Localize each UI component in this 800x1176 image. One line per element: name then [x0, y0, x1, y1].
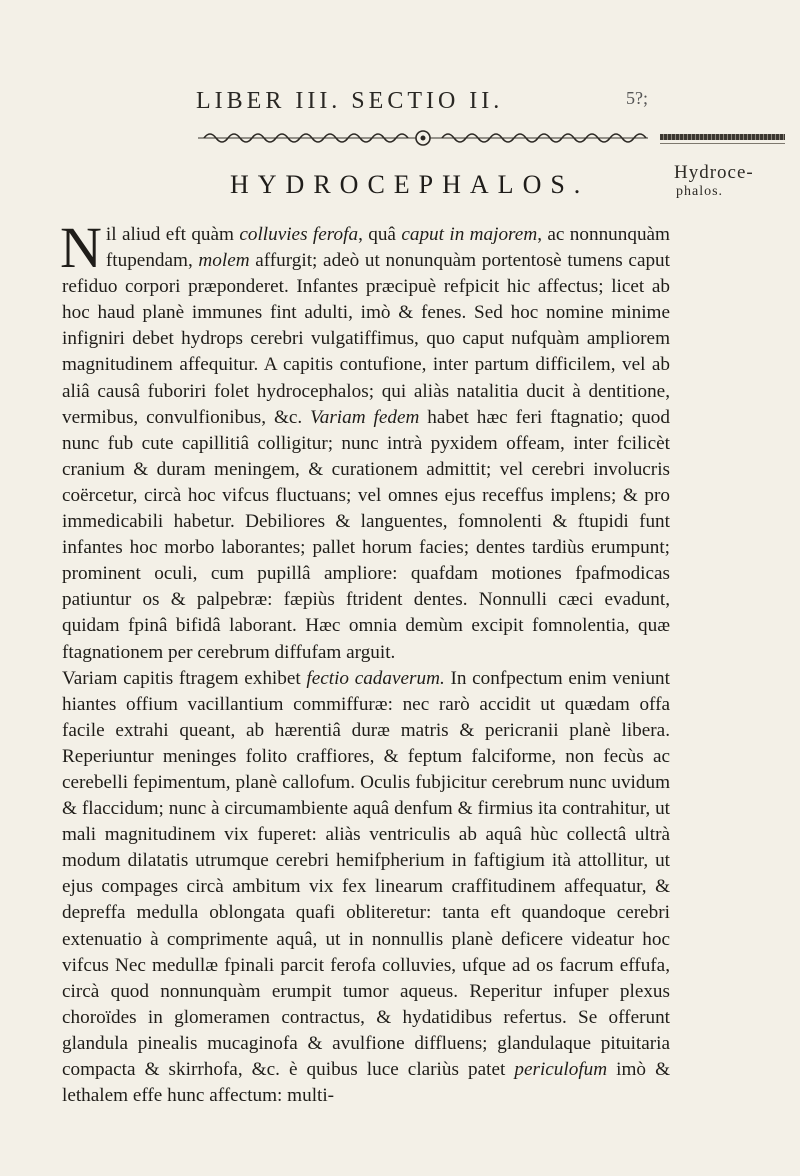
marginal-note [674, 162, 798, 200]
marginal-note-line-1: Hydroce- [674, 162, 754, 183]
decorative-ornament-band [198, 128, 648, 148]
margin-rule-thin [660, 143, 785, 144]
text-run: , quâ [358, 224, 402, 245]
drop-cap: N [60, 215, 102, 280]
italic-phrase: caput in majorem [401, 224, 538, 245]
paragraph-2 [62, 666, 670, 1110]
marginal-note-line-2: phalos. [676, 184, 724, 199]
text-run: il aliud eft quàm [105, 224, 240, 245]
page-number: 5?; [626, 88, 648, 108]
italic-phrase: fectio cadaverum. [306, 667, 445, 689]
italic-phrase: colluvies ferofa [239, 224, 359, 245]
running-head: LIBER III. SECTIO II. [196, 88, 504, 114]
text-run: affurgit; adeò ut nonunquàm portentosè tumens caput refiduo corpori præponderet. Infantes præcipuè refpicit hic affectus; licet ab hoc haud planè immunes fint adulti, imò & fenes. Sed hoc nomine minime infigniri debet hydrops cerebri vulgatiffimus, quo caput nufquàm ampliorem magnitudinem affequitur. A capitis contufione, inter partum difficilem, vel ab aliâ causâ fuboriri folet hydrocephalos; qui aliàs natalitia ducit à dentitione, vermibus, convulfionibus, &c. [62, 250, 670, 428]
article-title: HYDROCEPHALOS. [230, 170, 590, 199]
text-run: imò & lethalem effe hunc affectum: multi- [62, 1059, 671, 1107]
italic-phrase: periculofum [514, 1059, 608, 1080]
article-body [60, 215, 671, 1109]
paragraph-1 [60, 215, 670, 666]
italic-phrase: Variam fedem [310, 406, 420, 428]
text-run: , ac nonnunquàm ftupendam, [105, 224, 670, 272]
italic-phrase: molem [198, 250, 250, 272]
text-run: habet hæc feri ftagnatio; quod nunc fub cute capillitiâ colligitur; nunc intrà pyxidem offeam, inter fcilicèt cranium & duram meningem, & curationem admittit; vel cerebri involucris coërcetur, circà hoc vifcus fluctuans; vel omnes ejus receffus implens; & pro immedicabili habetur. Debiliores & languentes, fomnolenti & ftupidi funt infantes hoc morbo laborantes; pallet horum facies; dentes tardiùs erumpunt; prominent oculi, cum pupillâ ampliore: quafdam motiones fpafmodicas patiuntur os & palpebræ: fæpiùs ftrident dentes. Nonnulli cæci evadunt, quidam fpinâ bifidâ laborant. Hæc omnia demùm excipit fomnolentia, quæ ftagnationem per cerebrum diffufam arguit. [62, 406, 670, 663]
text-run: In confpectum enim veniunt hiantes offium vacillantium commiffuræ: nec rarò accidit ut quædam offa facile extrahi queant, ab hærentiâ duræ matris & pericranii planè libera. Reperiuntur meninges folito craffiores, & feptum falciforme, non fecùs ac cerebelli fepimentum, planè callofum. Oculis fubjicitur cerebrum nunc uvidum & flaccidum; nunc à circumambiente aquâ denfum & firmius ita contrahitur, ut mali magnitudinem vix fuperet: aliàs ventriculis ab aquâ hùc collectâ ultrà modum dilatatis utrumque cerebri hemifpherium in faftigium ità attollitur, ut ejus compages circà ambitum vix fex linearum craffitudinem affequatur, & depreffa medulla oblongata quafi obliteretur: tanta eft quandoque cerebri extenuatio à comprimente aquâ, ut in nonnullis planè deficere videatur hoc vifcus Nec medullæ fpinali parcit ferofa colluvies, ufque ad os facrum effufa, circà quod nonnunquàm erumpit tumor aqueus. Reperitur infuper plexus choroïdes in glomeramen contractus, & hydatidibus refertus. Se offerunt glandula pinealis mucaginofa & avulfione diffluens; glandulaque pituitaria compacta & skirrhofa, &c. è quibus luce clariùs patet [62, 667, 670, 1080]
text-run: Variam capitis ftragem exhibet [62, 667, 307, 689]
margin-rule [660, 134, 785, 140]
